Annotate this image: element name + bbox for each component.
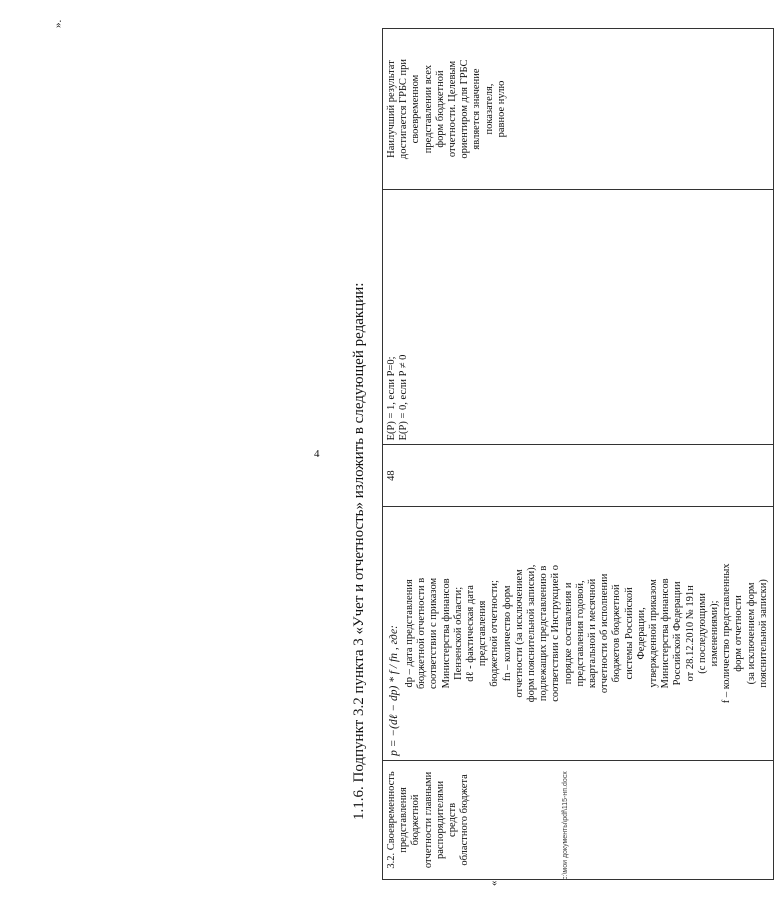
indicator-line: представления бюджетной [398,787,422,853]
description-line: fn – количество форм [501,585,513,682]
comment-line: ориентиром для ГРБС [459,59,471,159]
description-line: представления [477,600,489,667]
description-line: соответствии с Инструкцией о [550,565,562,702]
description-line: утвержденной приказом [648,579,660,688]
description-line: Федерации, [635,607,647,660]
description-line: dp – дата представления [404,579,415,688]
description-line: (за исключением форм [745,582,757,685]
comment-line: отчетности. Целевым [447,60,459,158]
section-heading: 1.1.6. Подпункт 3.2 пункта 3 «Учет и отчетность» изложить в следующей редакции: [351,282,367,820]
closing-quote: ». [52,19,64,28]
comment-text [386,33,508,185]
comment-cell [383,29,774,190]
description-line: бюджетной отчетности в [416,577,428,690]
weight-value: 48 [386,470,397,481]
indicator-name-cell [383,760,774,879]
comment-line: показателя, [483,83,495,135]
opening-quote: « [488,880,500,886]
description-line: от 28.12.2010 № 191н [684,585,696,682]
indicator-line: 3.2. Своевременность [386,771,397,869]
description-line: подлежащих представлению в [538,565,550,702]
description-line: (с последующими [696,593,708,674]
description-line: бюджетной отчетности; [489,580,501,687]
description-line: Министерства финансов [660,578,672,689]
description-line: форм пояснительной записки), [526,564,538,703]
description-line: бюджетов бюджетной [611,584,623,683]
description-line: порядке составления и [562,582,574,685]
description-line: Пензенской области; [452,586,464,680]
weight-cell [383,445,774,507]
table-row [383,29,774,880]
description-line: отчетности об исполнении [599,573,611,694]
comment-line: достигается ГРБС при [398,58,410,160]
indicator-line: областного бюджета [459,774,471,866]
file-path-footer: c:\мои документы\pdf\115-нп.docx [562,771,569,880]
rotated-page-content [50,19,769,886]
description-line: соответствии с приказом [428,577,440,689]
indicator-name [386,765,471,875]
formula: p = −(dℓ − dp) * f / fn , где: [388,625,400,756]
description-line: представления годовой, [574,580,586,687]
formula-description [404,511,770,756]
comment-line: своевременном [410,74,422,144]
comment-line: представлении всех [422,64,434,154]
indicator-table [382,28,774,880]
evaluation-line: E(P) = 0, если P ≠ 0 [398,354,410,441]
evaluation-cell [383,190,774,445]
description-line: квартальной и месячной [587,578,599,689]
comment-line: форм бюджетной [434,70,446,148]
indicator-line: отчетности главными [422,771,434,869]
description-line: dℓ - фактическая дата [465,585,477,682]
comment-line: Наилучший результат [386,60,397,158]
description-line: системы Российской [623,587,635,680]
description-line: изменениями); [709,600,721,667]
indicator-line: распорядителями средств [434,780,459,859]
description-line: форм отчетности [733,595,745,672]
page-number: 4 [314,448,320,460]
description-line: f – количество представленных [721,563,733,704]
comment-line: равное нулю [495,80,507,138]
formula-cell [383,506,774,760]
evaluation-line: E(P) = 1, если P=0; [386,356,397,441]
evaluation-rules [386,194,410,440]
comment-line: является значение [471,68,483,150]
description-line: Российской Федерации [672,581,684,686]
description-line: пояснительной записки) [757,579,769,688]
description-line: Министерства финансов [440,578,452,689]
description-line: отчетности (за исключением [513,569,525,698]
